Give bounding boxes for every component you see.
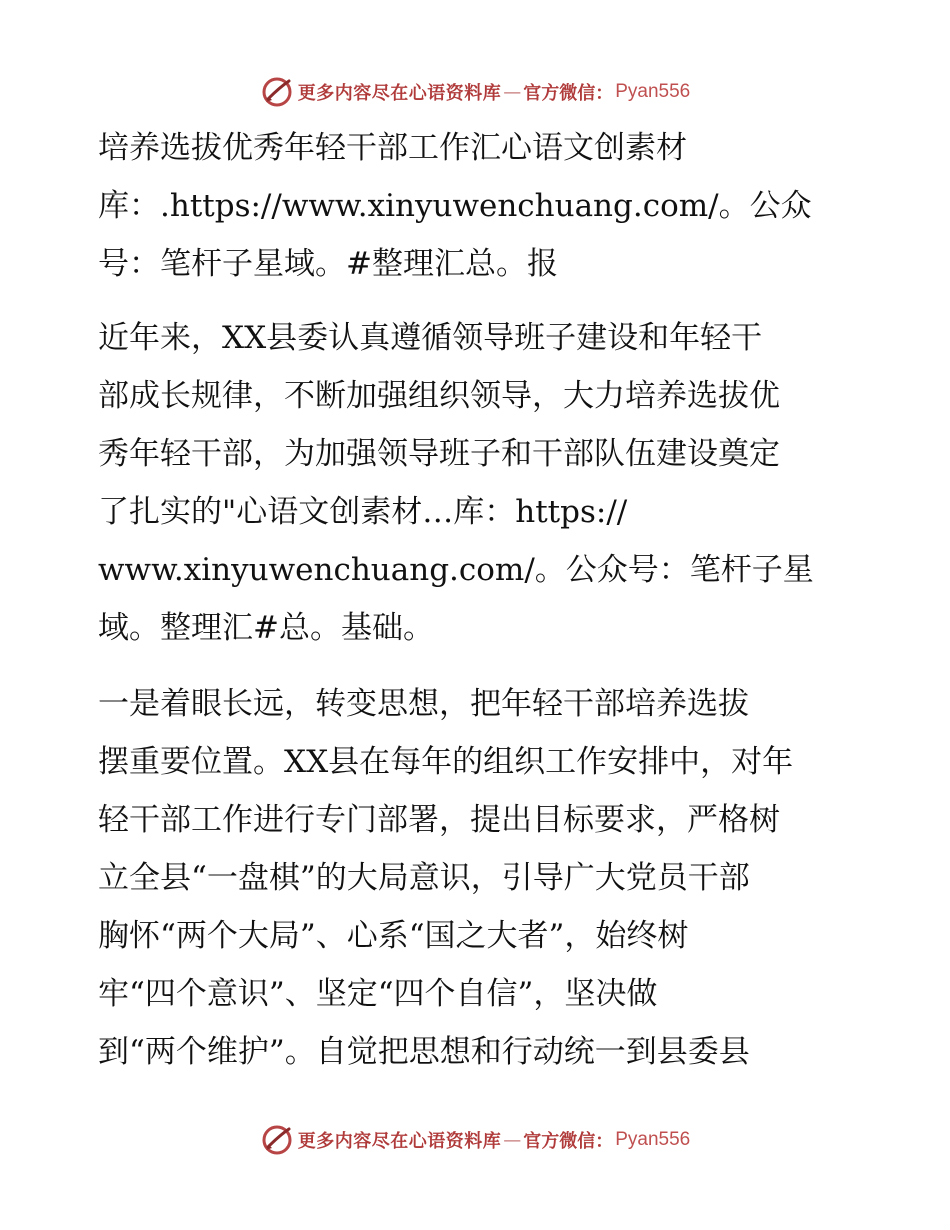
text-line: 一是着眼长远，转变思想，把年轻干部培养选拔 <box>98 686 749 722</box>
paragraph-section-one <box>98 675 868 1081</box>
text-line: 立全县“一盘棋”的大局意识，引导广大党员干部 <box>98 860 750 896</box>
text-line: 部成长规律，不断加强组织领导，大力培养选拔优 <box>98 378 780 414</box>
banner-text: 更多内容尽在心语资料库 <box>297 1131 502 1152</box>
brush-logo-icon <box>260 1123 294 1157</box>
banner-dash: — <box>503 1129 522 1151</box>
header-banner <box>0 72 950 112</box>
text-line: 库：.https://www.xinyuwenchuang.com/。公众 <box>98 188 812 224</box>
text-line: 号：笔杆子星域。#整理汇总。报 <box>98 246 558 282</box>
banner-wechat-id: Pyan556 <box>615 81 691 102</box>
banner-official-label: 官方微信： <box>523 83 614 104</box>
paragraph-title <box>98 119 868 293</box>
text-line: 了扎实的"心语文创素材…库：https:// <box>98 494 628 530</box>
banner-text: 更多内容尽在心语资料库 <box>297 83 502 104</box>
text-line: 胸怀“两个大局”、心系“国之大者”，始终树 <box>98 918 689 954</box>
text-line: 培养选拔优秀年轻干部工作汇心语文创素材 <box>98 130 687 166</box>
text-line: 轻干部工作进行专门部署，提出目标要求，严格树 <box>98 802 780 838</box>
footer-banner <box>0 1120 950 1160</box>
text-line: 近年来，XX县委认真遵循领导班子建设和年轻干 <box>98 320 763 356</box>
banner-wechat-id: Pyan556 <box>615 1129 691 1150</box>
text-line: 摆重要位置。XX县在每年的组织工作安排中，对年 <box>98 744 794 780</box>
brush-logo-icon <box>260 75 294 109</box>
text-line: 到“两个维护”。自觉把思想和行动统一到县委县 <box>98 1034 750 1070</box>
banner-official-label: 官方微信： <box>523 1131 614 1152</box>
text-line: 秀年轻干部，为加强领导班子和干部队伍建设奠定 <box>98 436 780 472</box>
text-line: 牢“四个意识”、坚定“四个自信”，坚决做 <box>98 976 658 1012</box>
text-line: 域。整理汇#总。基础。 <box>98 610 434 646</box>
banner-dash: — <box>503 81 522 103</box>
paragraph-intro <box>98 309 868 657</box>
text-line: www.xinyuwenchuang.com/。公众号：笔杆子星 <box>98 552 814 588</box>
